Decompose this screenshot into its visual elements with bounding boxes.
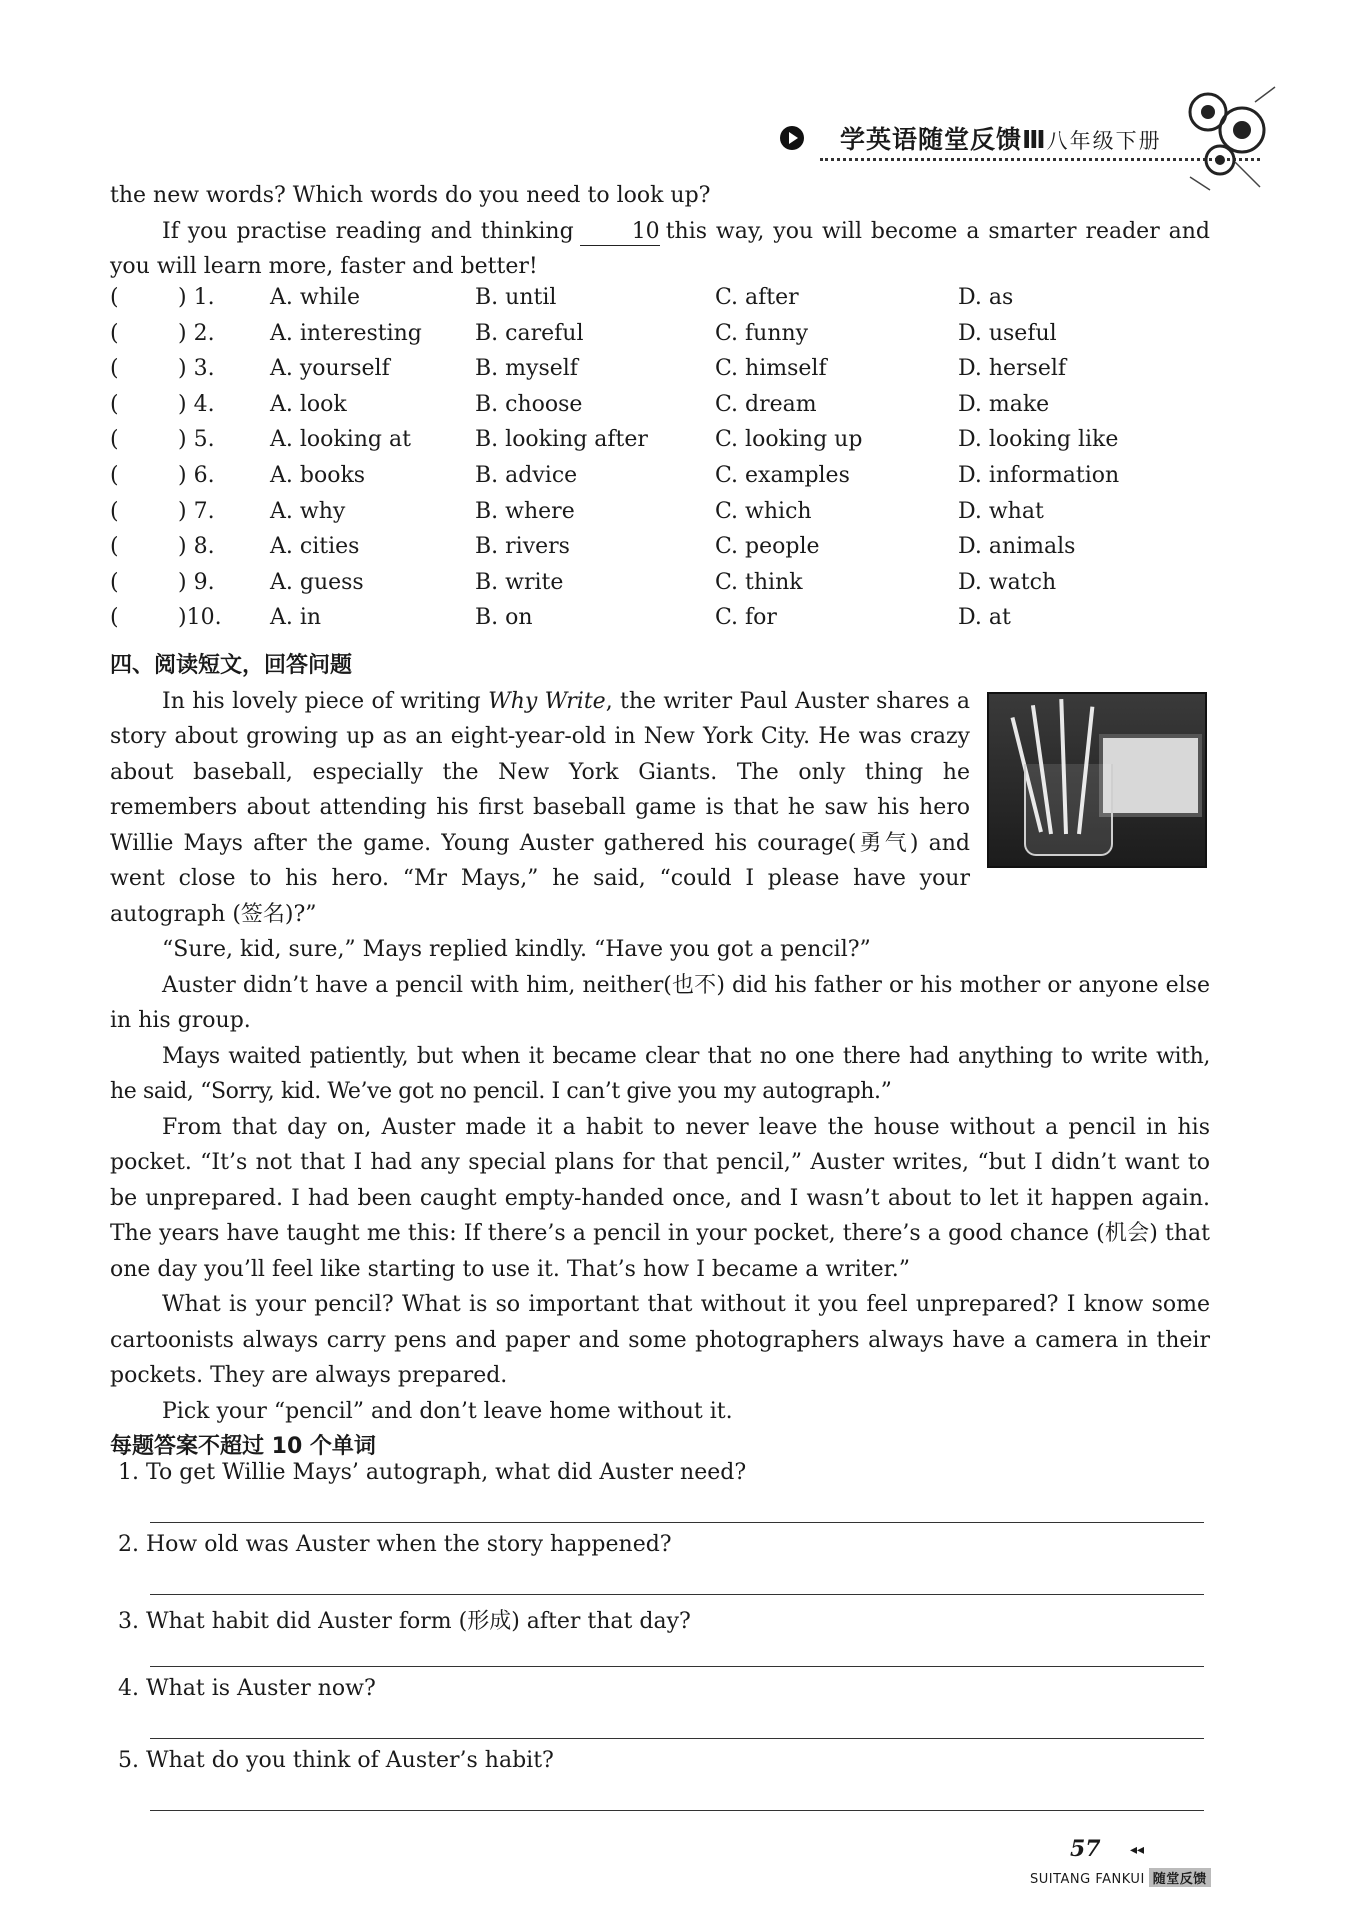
choice-row bbox=[110, 570, 1210, 606]
passage-line-2 bbox=[110, 214, 1210, 285]
option-b: B. write bbox=[475, 569, 564, 595]
option-a: A. books bbox=[270, 462, 366, 488]
answer-paren[interactable]: ( bbox=[110, 534, 119, 560]
choice-row bbox=[110, 321, 1210, 357]
question-number: ) 8. bbox=[178, 534, 215, 560]
question-item bbox=[118, 1460, 1204, 1532]
answer-paren[interactable]: ( bbox=[110, 605, 119, 631]
answer-line[interactable] bbox=[150, 1594, 1204, 1595]
choice-row bbox=[110, 534, 1210, 570]
book-title bbox=[840, 120, 1162, 156]
paragraph-1-start: In his lovely piece of writing bbox=[162, 688, 489, 714]
answer-line[interactable] bbox=[150, 1666, 1204, 1667]
book-grade: 八年级下册 bbox=[1046, 129, 1162, 153]
choice-row bbox=[110, 392, 1210, 428]
option-a: A. look bbox=[270, 391, 347, 417]
option-d: D. what bbox=[958, 498, 1044, 524]
question-item bbox=[118, 1604, 1204, 1676]
option-b: B. on bbox=[475, 605, 533, 631]
question-item bbox=[118, 1676, 1204, 1748]
passage-line-1: the new words? Which words do you need to look up? bbox=[110, 183, 711, 208]
answer-paren[interactable]: ( bbox=[110, 356, 119, 382]
arrow-left-icon: ◂◂ bbox=[1130, 1842, 1145, 1858]
question-item bbox=[118, 1748, 1204, 1820]
option-d: D. as bbox=[958, 285, 1014, 310]
option-a: A. why bbox=[270, 498, 346, 524]
question-number: ) 3. bbox=[178, 356, 215, 382]
option-c: C. which bbox=[715, 498, 812, 524]
option-c: C. people bbox=[715, 534, 820, 560]
option-a: A. interesting bbox=[270, 320, 422, 346]
option-b: B. choose bbox=[475, 391, 583, 417]
reading-paragraph-6: What is your pencil? What is so important that without it you feel unprepared? I know some cartoonists always carry pens and paper and some photographers always have a camera in their pockets. They are always prepared. bbox=[110, 1292, 1210, 1388]
option-d: D. information bbox=[958, 462, 1120, 488]
reading-paragraph-1 bbox=[110, 684, 970, 933]
option-c: C. funny bbox=[715, 320, 809, 346]
answer-paren[interactable]: ( bbox=[110, 391, 119, 417]
reading-paragraph-2: “Sure, kid, sure,” Mays replied kindly. “Have you got a pencil?” bbox=[162, 937, 871, 962]
question-number: ) 4. bbox=[178, 391, 215, 417]
question-text: 1. To get Willie Mays’ autograph, what did Auster need? bbox=[118, 1460, 747, 1485]
answer-paren[interactable]: ( bbox=[110, 498, 119, 524]
option-d: D. animals bbox=[958, 534, 1076, 560]
page-footer bbox=[1030, 1836, 1270, 1896]
answer-paren[interactable]: ( bbox=[110, 569, 119, 595]
choice-table bbox=[110, 285, 1210, 641]
option-b: B. myself bbox=[475, 356, 578, 382]
option-a: A. yourself bbox=[270, 356, 390, 382]
question-number: ) 5. bbox=[178, 427, 215, 453]
option-b: B. careful bbox=[475, 320, 584, 346]
answer-paren[interactable]: ( bbox=[110, 285, 119, 310]
section-4-title: 四、阅读短文，回答问题 bbox=[110, 653, 353, 678]
photo-frame-shape bbox=[1099, 734, 1202, 817]
option-c: C. for bbox=[715, 605, 777, 631]
answer-paren[interactable]: ( bbox=[110, 462, 119, 488]
book-title-main: 学英语随堂反馈Ⅲ bbox=[840, 125, 1047, 154]
question-text: 2. How old was Auster when the story happened? bbox=[118, 1532, 672, 1557]
choice-row bbox=[110, 285, 1210, 321]
option-d: D. useful bbox=[958, 320, 1057, 346]
choice-row bbox=[110, 356, 1210, 392]
essay-title: Why Write bbox=[488, 688, 606, 714]
question-text: 4. What is Auster now? bbox=[118, 1676, 376, 1701]
blank-10: 10 bbox=[580, 219, 660, 246]
option-d: D. at bbox=[958, 605, 1011, 631]
reading-paragraph-7: Pick your “pencil” and don’t leave home without it. bbox=[162, 1398, 733, 1424]
brand-english: SUITANG FANKUI bbox=[1030, 1872, 1145, 1887]
option-c: C. after bbox=[715, 285, 799, 310]
reading-paragraph-4: Mays waited patiently, but when it became clear that no one there had anything to write with, he said, “Sorry, kid. We’ve got no pencil. I can’t give you my autograph.” bbox=[110, 1043, 1210, 1104]
option-c: C. think bbox=[715, 569, 803, 595]
page-number: 57 bbox=[1070, 1836, 1101, 1862]
option-a: A. guess bbox=[270, 569, 364, 595]
option-d: D. watch bbox=[958, 569, 1057, 595]
choice-row bbox=[110, 463, 1210, 499]
answer-line[interactable] bbox=[150, 1738, 1204, 1739]
question-number: ) 9. bbox=[178, 569, 215, 595]
question-number: ) 1. bbox=[178, 285, 215, 310]
gear-ornament-icon bbox=[1180, 82, 1280, 192]
option-b: B. rivers bbox=[475, 534, 570, 560]
option-a: A. while bbox=[270, 285, 360, 310]
paragraph-1-rest: , the writer Paul Auster shares a story about growing up as an eight-year-old in New York City. He was crazy about baseball, especially the New York Giants. The only thing he remembers about attending his first baseball game is that he saw his hero Willie Mays after the game. Young Auster gathered his courage(勇气) and went close to his hero. “Mr Mays,” he said, “could I please have your autograph (签名)?” bbox=[110, 688, 970, 927]
question-number: ) 2. bbox=[178, 320, 215, 346]
choice-row bbox=[110, 427, 1210, 463]
reading-paragraph-5: From that day on, Auster made it a habit to never leave the house without a pencil in his pocket. “It’s not that I had any special plans for that pencil,” Auster writes, “but I didn’t want to be unprepared. I had been caught empty-handed once, and I wasn’t about to let it happen again. The years have taught me this: If there’s a pencil in your pocket, there’s a good chance (机会) that one day you’ll feel like starting to use it. That’s how I became a writer.” bbox=[110, 1114, 1210, 1282]
answer-paren[interactable]: ( bbox=[110, 427, 119, 453]
question-list bbox=[118, 1460, 1204, 1820]
answer-line[interactable] bbox=[150, 1810, 1204, 1811]
option-d: D. herself bbox=[958, 356, 1067, 382]
option-a: A. in bbox=[270, 605, 322, 631]
answer-line[interactable] bbox=[150, 1522, 1204, 1523]
option-b: B. looking after bbox=[475, 427, 648, 453]
question-item bbox=[118, 1532, 1204, 1604]
glass-jar-shape bbox=[1024, 764, 1113, 856]
option-a: A. cities bbox=[270, 534, 360, 560]
pencil-jar-photo bbox=[987, 692, 1207, 868]
question-number: ) 6. bbox=[178, 462, 215, 488]
answer-paren[interactable]: ( bbox=[110, 320, 119, 346]
question-number: ) 7. bbox=[178, 498, 215, 524]
passage-text-before-blank: If you practise reading and thinking bbox=[162, 218, 574, 244]
question-text: 5. What do you think of Auster’s habit? bbox=[118, 1748, 554, 1773]
reading-paragraph-3: Auster didn’t have a pencil with him, neither(也不) did his father or his mother or anyone else in his group. bbox=[110, 972, 1210, 1033]
option-c: C. looking up bbox=[715, 427, 863, 453]
passage-text-after-blank: this way, you will become a smarter reader and you will learn more, faster and better! bbox=[110, 218, 1211, 279]
option-c: C. himself bbox=[715, 356, 827, 382]
option-b: B. where bbox=[475, 498, 575, 524]
choice-row bbox=[110, 605, 1210, 641]
footer-brand bbox=[1030, 1868, 1211, 1887]
answer-instruction: 每题答案不超过 10 个单词 bbox=[110, 1434, 376, 1459]
play-bullet-icon bbox=[780, 126, 804, 150]
choice-row bbox=[110, 499, 1210, 535]
option-b: B. advice bbox=[475, 462, 578, 488]
option-a: A. looking at bbox=[270, 427, 411, 453]
option-d: D. make bbox=[958, 391, 1050, 417]
option-c: C. dream bbox=[715, 391, 817, 417]
option-c: C. examples bbox=[715, 462, 850, 488]
option-d: D. looking like bbox=[958, 427, 1119, 453]
passage-continuation bbox=[110, 178, 1210, 285]
brand-chinese: 随堂反馈 bbox=[1149, 1868, 1211, 1887]
question-number: )10. bbox=[178, 605, 222, 631]
option-b: B. until bbox=[475, 285, 557, 310]
question-text: 3. What habit did Auster form (形成) after that day? bbox=[118, 1609, 691, 1634]
